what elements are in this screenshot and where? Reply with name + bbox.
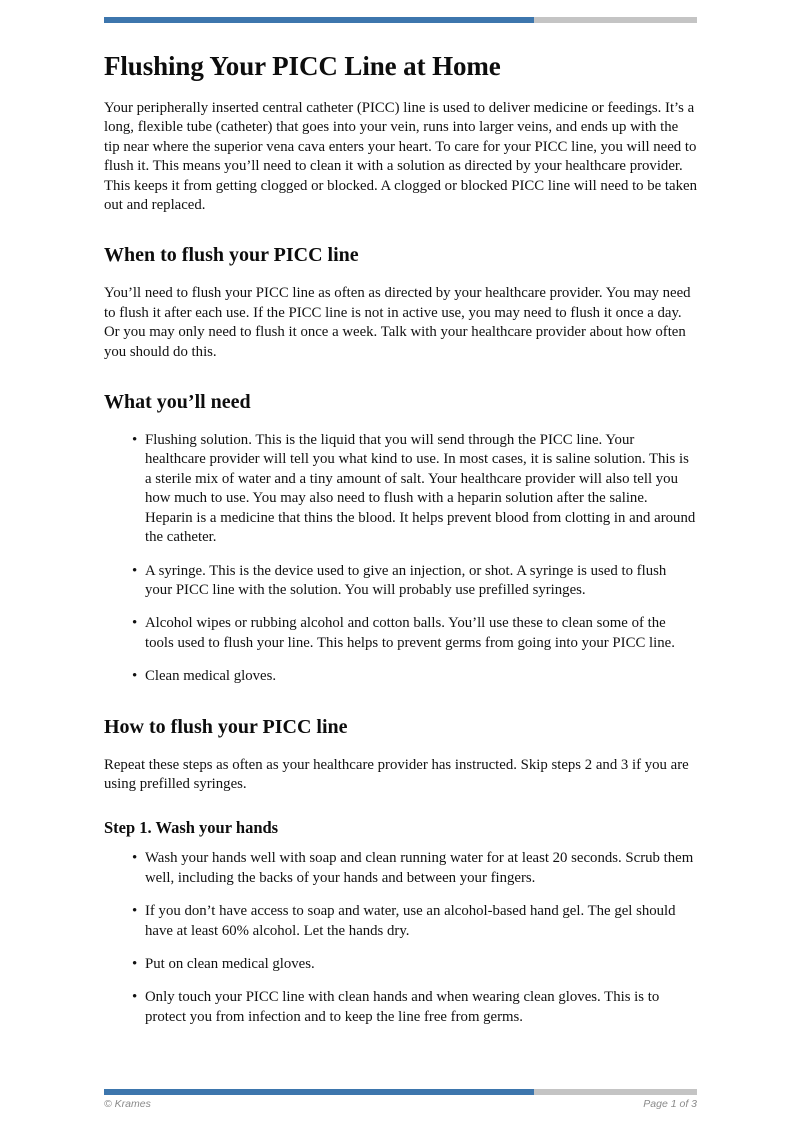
step-heading-wash-your-hands: Step 1. Wash your hands — [104, 818, 279, 838]
section-paragraph-how-to-flush: Repeat these steps as often as your healthcare provider has instructed. Skip steps 2 and 3 if you are using prefilled syringes. — [104, 756, 689, 792]
header-rule-blue-segment — [104, 17, 534, 23]
header-rule-gray-segment — [534, 17, 697, 23]
list-item: • A syringe. This is the device used to give an injection, or shot. A syringe is used to flush your PICC line with the solution. You will probably use prefilled syringes. — [104, 562, 697, 601]
list-item: • Alcohol wipes or rubbing alcohol and cotton balls. You’ll use these to clean some of the tools used to flush your line. This helps to prevent germs from going into your PICC line. — [104, 614, 697, 653]
section-heading-what-youll-need: What you’ll need — [104, 391, 251, 414]
page-number: Page 1 of 3 — [643, 1098, 697, 1110]
list-item: • Clean medical gloves. — [104, 667, 697, 686]
page-title: Flushing Your PICC Line at Home — [104, 51, 501, 81]
supplies-list — [104, 431, 697, 686]
list-item: • If you don’t have access to soap and water, use an alcohol-based hand gel. The gel should have at least 60% alcohol. Let the hands dry. — [104, 902, 697, 941]
document-content — [104, 50, 697, 1027]
intro-paragraph: Your peripherally inserted central catheter (PICC) line is used to deliver medicine or feedings. It’s a long, flexible tube (catheter) that goes into your vein, runs into larger veins, and ends up with the tip near where the superior vena cava enters your heart. To care for your PICC line, you will need to flush it. This means you’ll need to clean it with a solution as directed by your healthcare provider. This keeps it from getting clogged or blocked. A clogged or blocked PICC line will need to be taken out and replaced. — [104, 100, 697, 214]
section-heading-when-to-flush: When to flush your PICC line — [104, 244, 359, 267]
list-item: • Wash your hands well with soap and clean running water for at least 20 seconds. Scrub them well, including the backs of your hands and between your fingers. — [104, 849, 697, 888]
section-heading-how-to-flush: How to flush your PICC line — [104, 715, 348, 738]
footer-accent-rule — [104, 1089, 697, 1095]
header-accent-rule — [104, 17, 697, 23]
footer-rule-blue-segment — [104, 1089, 534, 1095]
list-item: • Only touch your PICC line with clean hands and when wearing clean gloves. This is to protect you from infection and to keep the line free from germs. — [104, 988, 697, 1027]
step-one-list — [104, 849, 697, 1027]
list-item: • Put on clean medical gloves. — [104, 955, 697, 974]
section-paragraph-when-to-flush: You’ll need to flush your PICC line as often as directed by your healthcare provider. You may need to flush it after each use. If the PICC line is not in active use, you may need to flush it once a day. Or you may only need to flush it once a week. Talk with your healthcare provider about how often you should do this. — [104, 285, 691, 360]
copyright-notice: © Krames — [104, 1098, 151, 1110]
footer-rule-gray-segment — [534, 1089, 697, 1095]
list-item: • Flushing solution. This is the liquid that you will send through the PICC line. Your healthcare provider will tell you what kind to use. In most cases, it is saline solution. This is a sterile mix of water and a tiny amount of salt. Your healthcare provider will also tell you how much to use. You may also need to flush with a heparin solution after the saline. Heparin is a medicine that thins the blood. It helps prevent blood from clotting in and around the catheter. — [104, 431, 697, 547]
page-footer — [104, 1098, 697, 1110]
